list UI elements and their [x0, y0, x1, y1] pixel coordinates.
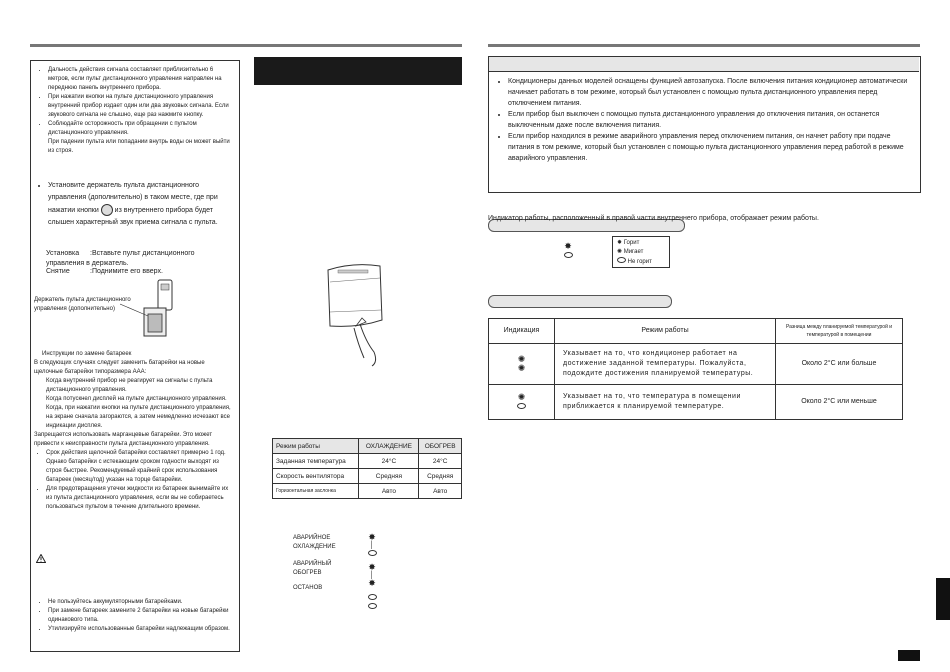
remote-range-notes	[36, 66, 232, 156]
mode-table-cell: 24°С	[359, 454, 419, 469]
lamp-blink-icon: ✺	[517, 363, 526, 373]
remove-row	[46, 267, 232, 277]
indication-table	[488, 318, 903, 420]
mode-table-cell: Заданная температура	[273, 454, 359, 469]
indicator-description: Индикатор работы, расположенный в правой части внутреннего прибора, отображает режим работы.	[488, 215, 819, 222]
lamp-off-icon	[366, 549, 378, 558]
install-row	[46, 249, 232, 269]
autostart-note-3: • Если прибор находился в режиме аварийного управления перед отключением питания, он начнет работу при подаче питания в том режиме, который был установлен с помощью пульта дистанционного управления перед работой в режиме аварийного управления.	[508, 131, 914, 164]
note-drop: При падении пульта или попадании внутрь воды он может выйти из строя.	[48, 139, 230, 154]
note-range: • Дальность действия сигнала составляет приблизительно 6 метров, если пульт дистанционного управления направлен на переднюю панель внутреннего прибора.	[48, 66, 232, 93]
manganese-warning: Запрещается использовать марганцевые батарейки. Это может привести к неисправности пульта дистанционного управления.	[34, 432, 213, 447]
lamp-blink-icon: ✺	[517, 354, 526, 364]
middle-header-bar	[254, 57, 462, 85]
lamp-off-icon	[516, 402, 528, 411]
note-beep: • При нажатии кнопки на пульте дистанционного управления внутренний прибор издает один или два звуковых сигнала. Если звукового сигнала не слышно, еще раз нажмите кнопку.	[48, 93, 232, 120]
indicator-legend	[612, 236, 670, 268]
holder-bullet-a: Установите держатель пульта дистанционного управления (дополнительно) в таком месте, где при нажатии кнопки	[48, 182, 218, 214]
indication-header: Индикация	[489, 319, 555, 344]
indicator-sample	[562, 242, 574, 260]
holder-caption: Держатель пульта дистанционного управления (дополнительно)	[34, 297, 131, 312]
section-pill-modes	[488, 295, 672, 308]
mode-table-header-cool: ОХЛАЖДЕНИЕ	[359, 439, 419, 454]
mode-table-cell: Средняя	[359, 469, 419, 484]
button-icon	[101, 204, 113, 216]
difference-header: Разница между планируемой температурой и температурой в помещении	[776, 319, 903, 344]
battery-intro: В следующих случаях следует заменить батарейки на новые щелочные батарейки типоразмера ААА:	[34, 360, 205, 375]
mode-header: Режим работы	[555, 319, 776, 344]
mode-table-cell: 24°С	[419, 454, 462, 469]
battery-title: Инструкции по замене батареек	[42, 351, 132, 357]
legend-on-label: Горит	[623, 240, 640, 246]
lamp-blink-icon: ✺	[617, 249, 624, 255]
language-side-tab	[936, 578, 950, 620]
lamp-divider-icon: │	[369, 572, 375, 579]
lamp-on-icon: ✸	[617, 240, 624, 246]
battery-case-2: Когда потускнел дисплей на пульте дистанционного управления.	[46, 396, 227, 402]
top-rule-right	[488, 44, 920, 47]
holder-instructions	[36, 180, 232, 229]
caution-icon	[36, 554, 46, 563]
caution-notes	[36, 598, 232, 634]
lamp-off-icon	[562, 251, 574, 260]
indication-cell	[489, 385, 555, 420]
lamp-on-icon: ✸	[368, 532, 376, 542]
battery-section	[34, 350, 232, 512]
lamp-off-icon	[366, 593, 378, 602]
mode-table-header-heat: ОБОГРЕВ	[419, 439, 462, 454]
remote-holder-illustration	[120, 278, 190, 340]
page-number-box	[898, 650, 920, 661]
remove-text: :Поднимите его вверх.	[90, 268, 163, 275]
indoor-unit-illustration	[318, 262, 388, 368]
difference-cell: Около 2°С или больше	[776, 344, 903, 385]
lamp-off-icon	[366, 602, 378, 611]
lamp-on-icon: ✸	[564, 241, 572, 251]
autostart-notes	[496, 76, 914, 164]
emergency-mode-table	[272, 438, 462, 499]
emergency-stop-label: ОСТАНОВ	[293, 585, 323, 591]
legend-on	[617, 239, 665, 248]
emergency-cooling-label: АВАРИЙНОЕ ОХЛАЖДЕНИЕ	[293, 535, 336, 550]
mode-cell: Указывает на то, что температура в помещении приближается к планируемой температуре.	[555, 385, 776, 420]
holder-bullet	[48, 180, 232, 229]
holder-bullet-b: из внутреннего прибора будет слышен характерный звук приема сигнала с пульта.	[48, 206, 218, 226]
mode-table-cell: Скорость вентилятора	[273, 469, 359, 484]
caution-dispose: • Утилизируйте использованные батарейки надлежащим образом.	[48, 625, 232, 634]
battery-case-1: Когда внутренний прибор не реагирует на сигналы с пульта дистанционного управления.	[46, 378, 213, 393]
lamp-on-icon: ✸	[368, 562, 376, 572]
lamp-on-icon: ✸	[368, 578, 376, 588]
autostart-header-band	[489, 57, 919, 72]
legend-blink-label: Мигает	[623, 249, 644, 255]
mode-table-header-mode: Режим работы	[273, 439, 359, 454]
mode-cell: Указывает на то, что кондиционер работает на достижение заданной температуры. Пожалуйста, подождите достижения планируемой температуры.	[555, 344, 776, 385]
install-label: Установка	[46, 250, 80, 257]
install-text: :Вставьте пульт дистанционного управления в держатель.	[46, 250, 195, 267]
mode-table-cell: Горизонтальная заслонка	[273, 484, 359, 499]
top-rule-left	[30, 44, 462, 47]
emergency-heating-label: АВАРИЙНЫЙ ОБОГРЕВ	[293, 561, 332, 576]
mode-table-cell: Средняя	[419, 469, 462, 484]
lamp-divider-icon: │	[369, 542, 375, 549]
note-careful: • Соблюдайте осторожность при обращении с пультом дистанционного управления.	[48, 120, 232, 138]
caution-rechargeable: • Не пользуйтесь аккумуляторными батарейками.	[48, 598, 232, 607]
caution-same-type: • При замене батареек замените 2 батарейки на новые батарейки одинакового типа.	[48, 607, 232, 625]
lamp-blink-icon: ✺	[517, 392, 526, 402]
legend-off-label: Не горит	[627, 259, 652, 265]
autostart-note-2: • Если прибор был выключен с помощью пульта дистанционного управления до отключения питания, он останется выключенным даже после включения питания.	[508, 109, 914, 131]
battery-leak-note: • Для предотвращения утечки жидкости из батареек вынимайте их из пульта дистанционного управления, если вы не собираетесь пользоваться пультом в течение длительного времени.	[46, 485, 232, 512]
remove-label: Снятие	[46, 268, 70, 275]
legend-blink	[617, 248, 665, 257]
lamp-off-icon	[617, 257, 626, 263]
difference-cell: Около 2°С или меньше	[776, 385, 903, 420]
autostart-note-1: • Кондиционеры данных моделей оснащены функцией автозапуска. После включения питания кондиционер автоматически начинает работать в том режиме, который был установлен с помощью пульта дистанционного управления перед отключением питания.	[508, 76, 914, 109]
mode-table-cell: Авто	[419, 484, 462, 499]
indication-cell	[489, 344, 555, 385]
emergency-lamps	[366, 533, 378, 611]
mode-table-cell: Авто	[359, 484, 419, 499]
legend-off	[617, 257, 665, 267]
battery-case-3: Когда, при нажатии кнопки на пульте дистанционного управления, на экране сначала загораются, а затем немедленно исчезают все индикации дисплея.	[46, 405, 231, 429]
battery-life-note: • Срок действия щелочной батарейки составляет примерно 1 год. Однако батарейки с истекающим сроком годности выходят из строя быстрее. Рекомендуемый крайний срок использования батареек (месяц/год) указан на торце батарейки.	[46, 449, 232, 485]
